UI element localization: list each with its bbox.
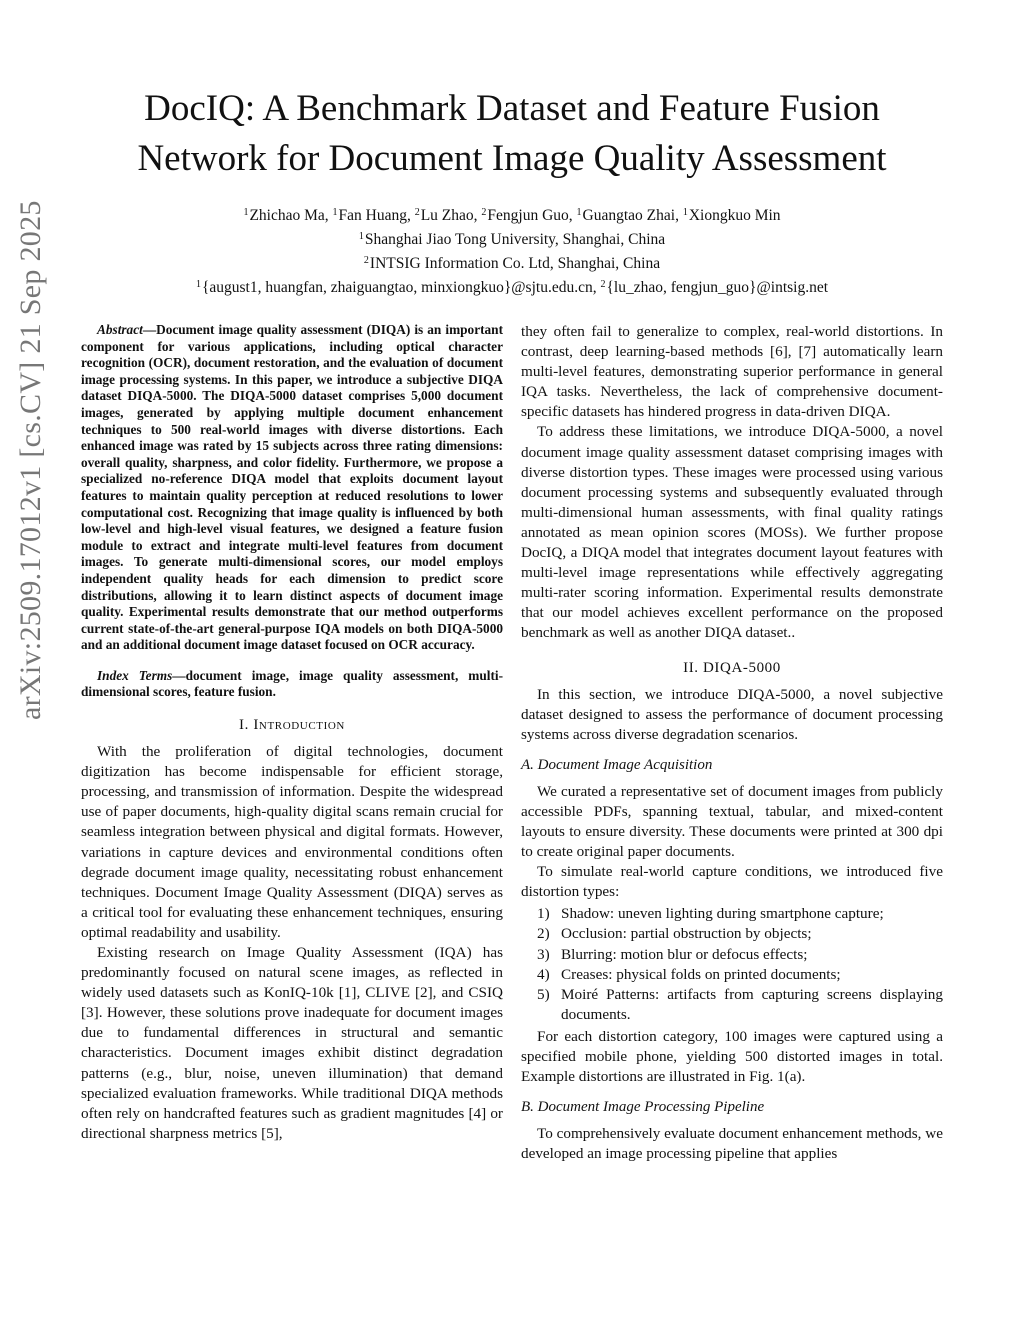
list-number: 2) (537, 925, 550, 943)
subsection-heading-acquisition: A. Document Image Acquisition (521, 756, 713, 773)
index-terms-label: Index Terms (97, 667, 173, 683)
email-group: {lu_zhao, fengjun_guo}@intsig.net (606, 279, 829, 296)
paragraph: To comprehensively evaluate document enhancement methods, we developed an image processing pipeline that applies (521, 1125, 943, 1163)
abstract-label: Abstract (97, 322, 143, 337)
author-name: Fengjun Guo, (487, 207, 577, 224)
section-numeral: I. (239, 717, 254, 734)
list-item (521, 924, 943, 944)
abstract (81, 322, 503, 654)
list-number: 4) (537, 965, 550, 983)
list-text: Blurring: motion blur or defocus effects; (561, 945, 808, 963)
author-name: Zhichao Ma, (249, 207, 333, 224)
author-name: Guangtao Zhai, (582, 207, 683, 224)
affiliation-marker: 2 (481, 207, 487, 218)
affiliation-marker: 2 (363, 255, 369, 266)
section-title: Introduction (253, 717, 345, 734)
title-line-1: DocIQ: A Benchmark Dataset and Feature Fusion (144, 88, 880, 129)
list-number: 1) (537, 905, 550, 923)
list-item (521, 904, 943, 924)
paragraph: In this section, we introduce DIQA-5000, a novel subjective dataset designed to assess the performance of document processing systems across diverse degradation scenarios. (521, 685, 943, 743)
author-name: Fan Huang, (338, 207, 415, 224)
affiliation-marker: 1 (682, 207, 688, 218)
email-group: {august1, huangfan, zhaiguangtao, minxiongkuo}@sjtu.edu.cn, (201, 279, 601, 296)
paragraph-continued: they often fail to generalize to complex, real-world distortions. In contrast, deep learning-based methods [6], [7] automatically learn multi-level features, demonstrating superior performance in general IQA tasks. Nevertheless, the lack of comprehensive document-specific datasets has hindered progress in data-driven DIQA. (521, 323, 943, 421)
paragraph: For each distortion category, 100 images were captured using a specified mobile phone, yielding 500 distorted images in total. Example distortions are illustrated in Fig. 1(a). (521, 1027, 943, 1086)
section-heading-diqa-5000: II. DIQA-5000 (683, 659, 781, 676)
affiliation-text: INTSIG Information Co. Ltd, Shanghai, China (369, 255, 661, 272)
subsection-heading-pipeline: B. Document Image Processing Pipeline (521, 1099, 765, 1116)
distortion-list (521, 904, 943, 1025)
affiliation-marker: 1 (358, 231, 364, 242)
paragraph: We curated a representative set of document images from publicly accessible PDFs, spanning textual, tabular, and mixed-content layouts to ensure diversity. These documents were printed at 300 dpi to create original paper documents. (521, 782, 943, 861)
paragraph: To address these limitations, we introduce DIQA-5000, a novel document image quality assessment dataset comprising images with diverse distortion types. These images were processed using various document processing systems and subsequently evaluated through multi-dimensional human assessments, with final quality ratings annotated as mean opinion scores (MOSs). We further propose DocIQ, a DIQA model that integrates document layout features with multi-level image representations while effectively aggregating multi-rater scoring information. Experimental results demonstrate that our model achieves excellent performance on the proposed benchmark as well as another DIQA dataset.. (521, 423, 943, 642)
affiliation-2 (60, 250, 964, 274)
affiliation-marker: 2 (600, 279, 606, 290)
paper-title (60, 84, 964, 184)
affiliation-text: Shanghai Jiao Tong University, Shanghai, China (364, 231, 666, 248)
author-block (60, 202, 964, 298)
list-text: Creases: physical folds on printed documents; (561, 965, 841, 983)
left-column (81, 322, 503, 1144)
affiliation-marker: 2 (414, 207, 420, 218)
paragraph: With the proliferation of digital technologies, document digitization has become indispensable for efficient storage, processing, and transmission of information. Despite the widespread use of paper documents, high-quality digital scans remain crucial for seamless integration between physical and digital formats. However, variations in capture devices and environmental conditions often degrade document image quality, necessitating robust enhancement techniques. Document Image Quality Assessment (DIQA) serves as a critical tool for evaluating these enhancement techniques, ensuring optimal readability and usability. (81, 743, 503, 941)
abstract-text: —Document image quality assessment (DIQA) is an important component for various applications, including optical character recognition (OCR), document restoration, and the evaluation of document image processing systems. In this paper, we introduce a subjective DIQA dataset DIQA-5000. The DIQA-5000 dataset comprises 5,000 document images, generated by applying multiple document enhancement techniques to 500 real-world images with diverse distortions. Each enhanced image was rated by 15 subjects across three rating dimensions: overall quality, sharpness, and color fidelity. Furthermore, we propose a specialized no-reference DIQA model that exploits document layout features to maintain quality perception at reduced resolutions to lower computational cost. Recognizing that image quality is influenced by both low-level and high-level visual features, we designed a feature fusion module to extract and integrate multi-level features from document images. To generate multi-dimensional scores, our model employs independent quality heads for each dimension to predict score distributions, allowing it to learn distinct aspects of document image quality. Experimental results demonstrate that our method outperforms current state-of-the-art general-purpose IQA models on both DIQA-5000 and an additional document image dataset focused on OCR accuracy. (81, 322, 503, 653)
paragraph: To simulate real-world capture conditions, we introduced five distortion types: (521, 863, 943, 901)
affiliation-marker: 1 (576, 207, 582, 218)
affiliation-marker: 1 (243, 207, 249, 218)
affiliation-marker: 1 (195, 279, 201, 290)
affiliation-1 (60, 226, 964, 250)
list-text: Moiré Patterns: artifacts from capturing screens displaying documents. (561, 985, 943, 1023)
list-item (521, 985, 943, 1025)
title-line-2: Network for Document Image Quality Assessment (137, 138, 887, 179)
paragraph: Existing research on Image Quality Assessment (IQA) has predominantly focused on natural scene images, as reflected in widely used datasets such as KonIQ-10k [1], CLIVE [2], and CSIQ [3]. However, these solutions prove inadequate for document images due to fundamental differences in structural and semantic characteristics. Document images exhibit distinct degradation patterns (e.g., blur, noise, uneven illumination) that demand specialized evaluation frameworks. While traditional DIQA methods often rely on handcrafted features such as gradient magnitudes [4] or directional sharpness metrics [5], (81, 944, 503, 1142)
list-number: 3) (537, 945, 550, 963)
list-text: Occlusion: partial obstruction by objects; (561, 925, 812, 943)
author-emails (60, 274, 964, 298)
author-name: Xiongkuo Min (688, 207, 781, 224)
arxiv-identifier-stamp[interactable]: arXiv:2509.17012v1 [cs.CV] 21 Sep 2025 (14, 200, 47, 720)
author-list (60, 202, 964, 226)
right-column (521, 322, 943, 1164)
index-terms-text: —document image, image quality assessment, multi-dimensional scores, feature fusion. (81, 667, 503, 700)
list-number: 5) (537, 985, 550, 1003)
list-item (521, 945, 943, 965)
section-heading-introduction (81, 717, 503, 734)
author-name: Lu Zhao, (420, 207, 482, 224)
index-terms (81, 668, 503, 701)
list-text: Shadow: uneven lighting during smartphone capture; (561, 905, 884, 923)
affiliation-marker: 1 (332, 207, 338, 218)
list-item (521, 965, 943, 985)
